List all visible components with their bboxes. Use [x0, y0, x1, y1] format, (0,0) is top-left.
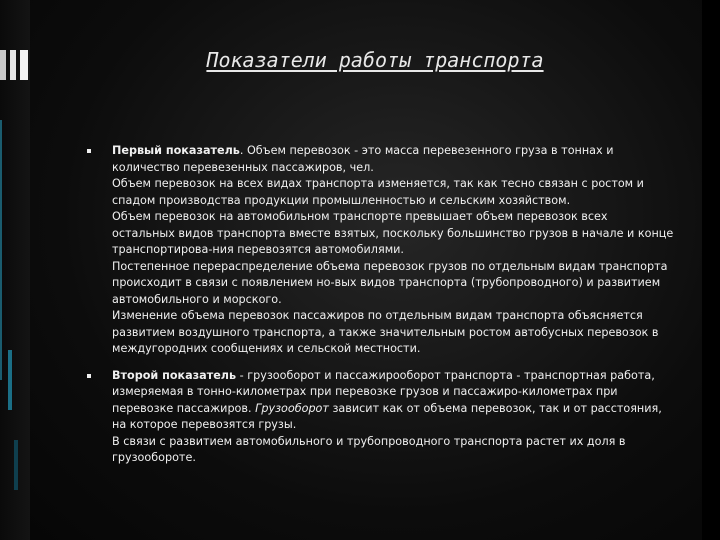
item-line: Объем перевозок на автомобильном транспорте превышает объем перевозок всех — [112, 210, 608, 223]
item-first-line — [112, 143, 684, 160]
item-line: спадом производства продукции промышленностью и сельским хозяйством. — [112, 193, 571, 207]
item-line: происходит в связи с появлением но-вых видов транспорта (трубопроводного) и развитием — [112, 276, 661, 289]
item-line: Изменение объема перевозок пассажиров по отдельным видам транспорта объясняется — [112, 309, 643, 322]
decor-bar — [10, 50, 16, 80]
item-lead: Второй показатель — [112, 368, 237, 382]
slide-title: Показатели работы транспорта — [206, 48, 544, 72]
decor-line — [8, 350, 12, 410]
item-line: на которое перевозятся грузы. — [112, 418, 297, 431]
item-line: Объем перевозок на всех видах транспорта изменяется, так как тесно связан с ростом и — [112, 177, 644, 190]
item-line: количество перевезенных пассажиров, чел. — [112, 160, 374, 174]
item-line: остальных видов транспорта вместе взятых, поскольку большинство грузов в начале и конце — [112, 226, 674, 240]
item-line — [112, 401, 684, 418]
item-line: автомобильного и морского. — [112, 292, 282, 306]
item-line: развитием воздушного транспорта, а также значительным ростом автобусных перевозок в — [112, 325, 659, 339]
item-line: транспортирова-ния перевозятся автомобилями. — [112, 243, 404, 256]
item-text: - грузооборот и пассажирооборот транспорта - транспортная работа, — [236, 368, 655, 382]
item-text: перевозке пассажиров. — [112, 401, 256, 415]
decor-bar — [0, 50, 6, 80]
item-line: измеряемая в тонно-километрах при перевозке грузов и пассажиро-километрах при — [112, 385, 618, 398]
item-text: . Объем перевозок - это масса перевезенного груза в тоннах и — [239, 144, 614, 157]
slide-content — [84, 143, 684, 477]
item-text: зависит как от объема перевозок, так и от расстояния, — [328, 401, 662, 415]
bullet-icon — [87, 149, 91, 153]
decor-line — [0, 120, 2, 380]
decor-bar — [20, 50, 28, 80]
bullet-icon — [87, 374, 91, 378]
bullet-item-1 — [84, 143, 684, 358]
decor-line — [14, 440, 18, 490]
item-line: Постепенное перераспределение объема перевозок грузов по отдельным видам транспорта — [112, 259, 668, 273]
item-first-line — [112, 368, 684, 385]
item-line: междугородних сообщениях и сельской местности. — [112, 342, 421, 355]
item-emphasis: Грузооборот — [255, 401, 329, 415]
item-lead: Первый показатель — [112, 144, 240, 157]
item-line: В связи с развитием автомобильного и трубопроводного транспорта растет их доля в — [112, 434, 626, 448]
item-line: грузообороте. — [112, 451, 196, 464]
bullet-item-2 — [84, 368, 684, 467]
